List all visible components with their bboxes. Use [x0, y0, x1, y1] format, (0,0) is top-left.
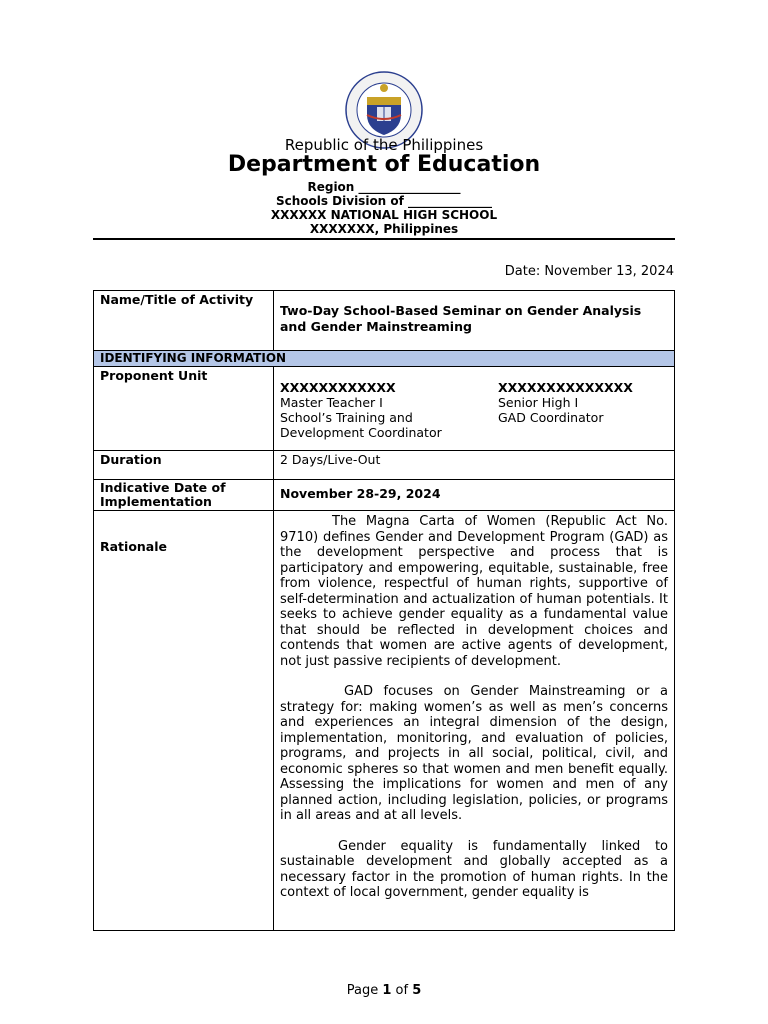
- activity-value: Two-Day School-Based Seminar on Gender Analysis and Gender Mainstreaming: [280, 303, 642, 334]
- implementation-date-label: Indicative Date of Implementation: [94, 480, 274, 511]
- proponent-right-name: XXXXXXXXXXXXXX: [498, 380, 633, 395]
- proponent-cell: [274, 367, 675, 451]
- rationale-paragraph-1: The Magna Carta of Women (Republic Act No. 9710) defines Gender and Development Program (GAD) as the development perspective and process that is participatory and empowering, equitable, sustainable, free from violence, respectful of human rights, supportive of self-determination and actualization of human potentials. It seeks to achieve gender equality as a fundamental value that should be reflected in development choices and contends that women are active agents of development, not just passive recipients of development.: [280, 514, 668, 669]
- page-current: 1: [382, 983, 392, 998]
- table-row: [94, 291, 675, 351]
- implementation-date-value: November 28-29, 2024: [280, 486, 441, 501]
- rationale-label-cell: [94, 511, 274, 931]
- activity-cell: [274, 291, 675, 351]
- document-date: Date: November 13, 2024: [504, 264, 674, 279]
- activity-table: [93, 290, 675, 931]
- proponent-right-role2: GAD Coordinator: [498, 410, 604, 425]
- table-row: [94, 451, 675, 480]
- department-title: Department of Education: [227, 152, 541, 177]
- proponent-left: [280, 380, 498, 440]
- division-line: Schools Division of ______________: [275, 194, 493, 208]
- duration-value: 2 Days/Live-Out: [274, 451, 675, 480]
- page-prefix: Page: [346, 983, 383, 998]
- proponent-left-role2: School’s Training and: [280, 410, 413, 425]
- school-name: XXXXXX NATIONAL HIGH SCHOOL: [270, 208, 498, 222]
- table-row: [94, 511, 675, 931]
- activity-label: Name/Title of Activity: [94, 291, 274, 351]
- proponent-label: Proponent Unit: [94, 367, 274, 451]
- duration-label: Duration: [94, 451, 274, 480]
- proponent-right-role1: Senior High I: [498, 395, 579, 410]
- section-band: [94, 351, 675, 367]
- page-number: [0, 983, 768, 998]
- republic-line: Republic of the Philippines: [284, 136, 484, 154]
- rationale-paragraph-2: GAD focuses on Gender Mainstreaming or a strategy for: making women’s as well as men’s concerns and experiences an integral dimension of the design, implementation, monitoring, and evaluation of policies, programs, and projects in all social, political, civil, and economic spheres so that women and men benefit equally. Assessing the implications for women and men of any planned action, including legislation, policies, or programs in all areas and at all levels.: [280, 684, 668, 823]
- proponent-right: [498, 380, 633, 440]
- header-divider: [93, 238, 675, 240]
- proponent-left-name: XXXXXXXXXXXX: [280, 380, 396, 395]
- page-total: 5: [412, 983, 422, 998]
- proponent-left-role3: Development Coordinator: [280, 425, 442, 440]
- page-of: of: [391, 983, 413, 998]
- proponent-left-role1: Master Teacher I: [280, 395, 383, 410]
- rationale-label: Rationale: [100, 539, 168, 554]
- rationale-cell: [274, 511, 675, 931]
- region-line: Region _________________: [307, 180, 461, 194]
- table-row: [94, 480, 675, 511]
- section-label: IDENTIFYING INFORMATION: [94, 351, 675, 367]
- school-location: XXXXXXX, Philippines: [309, 222, 459, 236]
- table-row: [94, 367, 675, 451]
- implementation-date-cell: [274, 480, 675, 511]
- rationale-paragraph-3: Gender equality is fundamentally linked to sustainable development and globally accepted as a necessary factor in the promotion of human rights. In the context of local government, gender equality is: [280, 838, 668, 900]
